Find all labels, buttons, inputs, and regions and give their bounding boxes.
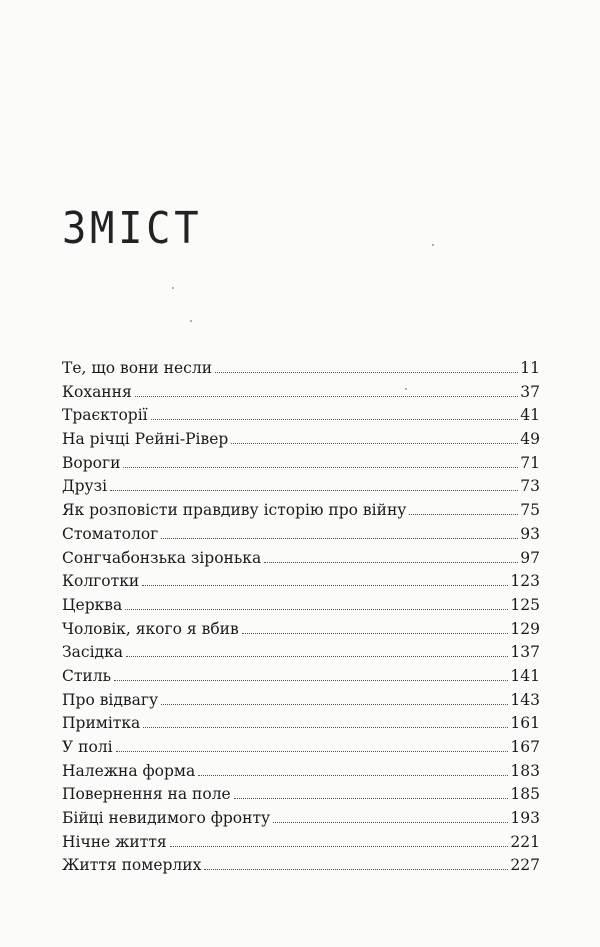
toc-entry[interactable] (62, 807, 540, 831)
toc-page-number: 193 (510, 809, 540, 828)
dot-leader (215, 372, 518, 373)
toc-page-number: 183 (510, 761, 540, 780)
toc-page-number: 93 (520, 524, 540, 543)
toc-page-number: 227 (510, 856, 540, 875)
toc-entry-title: Життя померлих (62, 856, 202, 875)
toc-page-number: 75 (520, 501, 540, 520)
toc-page-number: 129 (510, 619, 540, 638)
toc-entry[interactable] (62, 712, 540, 736)
dot-leader (151, 419, 519, 420)
table-of-contents (62, 357, 540, 878)
toc-page-number: 161 (510, 714, 540, 733)
toc-page-number: 11 (520, 359, 540, 377)
toc-entry[interactable] (62, 499, 540, 523)
toc-entry[interactable] (62, 357, 540, 381)
toc-entry[interactable] (62, 428, 540, 452)
toc-page-number: 167 (510, 738, 540, 756)
toc-entry[interactable] (62, 475, 540, 499)
toc-entry-title: У полі (62, 738, 113, 756)
dot-leader (198, 775, 508, 776)
toc-entry-title: Церква (62, 595, 123, 614)
toc-entry-title: Вороги (62, 453, 121, 472)
dot-leader (126, 656, 508, 657)
toc-page-number: 37 (520, 382, 540, 401)
toc-entry[interactable] (62, 381, 540, 405)
dot-leader (273, 822, 508, 823)
dot-leader (234, 798, 509, 799)
toc-entry-title: Стоматолог (62, 524, 159, 543)
toc-entry-title: Як розповісти правдиву історію про війну (62, 501, 407, 520)
dot-leader (204, 869, 508, 870)
toc-entry[interactable] (62, 736, 540, 760)
toc-page-number: 221 (510, 832, 540, 851)
toc-page-number: 73 (520, 477, 540, 496)
toc-entry-title: Сонгчабонзька зіронька (62, 548, 262, 567)
toc-entry[interactable] (62, 854, 540, 878)
toc-entry[interactable] (62, 594, 540, 618)
toc-page-number: 41 (520, 406, 540, 425)
toc-page-number: 123 (510, 572, 540, 591)
toc-entry-title: Колготки (62, 572, 140, 591)
toc-entry[interactable] (62, 547, 540, 571)
toc-entry-title: Належна форма (62, 761, 196, 780)
toc-page-number: 97 (520, 548, 540, 567)
dot-leader (161, 704, 508, 705)
toc-entry[interactable] (62, 618, 540, 642)
toc-entry-title: Бійці невидимого фронту (62, 809, 271, 828)
toc-entry-title: Чоловік, якого я вбив (62, 619, 239, 638)
paper-speck (190, 320, 192, 322)
toc-entry[interactable] (62, 404, 540, 428)
toc-page-number: 143 (510, 690, 540, 709)
dot-leader (231, 443, 518, 444)
dot-leader (116, 751, 509, 752)
toc-entry-title: На річці Рейні-Рівер (62, 430, 229, 449)
paper-speck (432, 244, 434, 246)
toc-page-number: 185 (510, 785, 540, 804)
toc-entry-title: Кохання (62, 382, 132, 401)
toc-page-number: 71 (520, 453, 540, 472)
dot-leader (142, 585, 508, 586)
toc-entry[interactable] (62, 641, 540, 665)
toc-entry[interactable] (62, 523, 540, 547)
dot-leader (264, 562, 518, 563)
toc-entry[interactable] (62, 452, 540, 476)
toc-page-number: 49 (520, 430, 540, 449)
toc-entry[interactable] (62, 689, 540, 713)
toc-entry[interactable] (62, 760, 540, 784)
contents-heading: ЗМІСТ (62, 203, 203, 254)
toc-entry[interactable] (62, 783, 540, 807)
dot-leader (110, 490, 518, 491)
toc-entry-title: Про відвагу (62, 690, 159, 709)
dot-leader (143, 727, 508, 728)
dot-leader (114, 680, 508, 681)
dot-leader (135, 396, 519, 397)
toc-page-number: 137 (510, 643, 540, 662)
toc-entry-title: Засідка (62, 643, 124, 662)
toc-page-number: 125 (510, 595, 540, 614)
toc-entry-title: Повернення на поле (62, 785, 231, 804)
toc-entry-title: Стиль (62, 666, 112, 685)
dot-leader (161, 538, 518, 539)
dot-leader (123, 467, 518, 468)
toc-entry-title: Траєкторії (62, 406, 148, 425)
dot-leader (125, 609, 508, 610)
toc-entry-title: Друзі (62, 477, 108, 496)
toc-entry[interactable] (62, 570, 540, 594)
dot-leader (409, 514, 518, 515)
toc-entry-title: Примітка (62, 714, 141, 733)
toc-page-number: 141 (510, 666, 540, 685)
toc-entry[interactable] (62, 831, 540, 855)
toc-entry[interactable] (62, 665, 540, 689)
dot-leader (170, 846, 509, 847)
toc-entry-title: Те, що вони несли (62, 359, 213, 377)
dot-leader (242, 633, 509, 634)
paper-speck (172, 287, 174, 289)
toc-entry-title: Нічне життя (62, 832, 167, 851)
